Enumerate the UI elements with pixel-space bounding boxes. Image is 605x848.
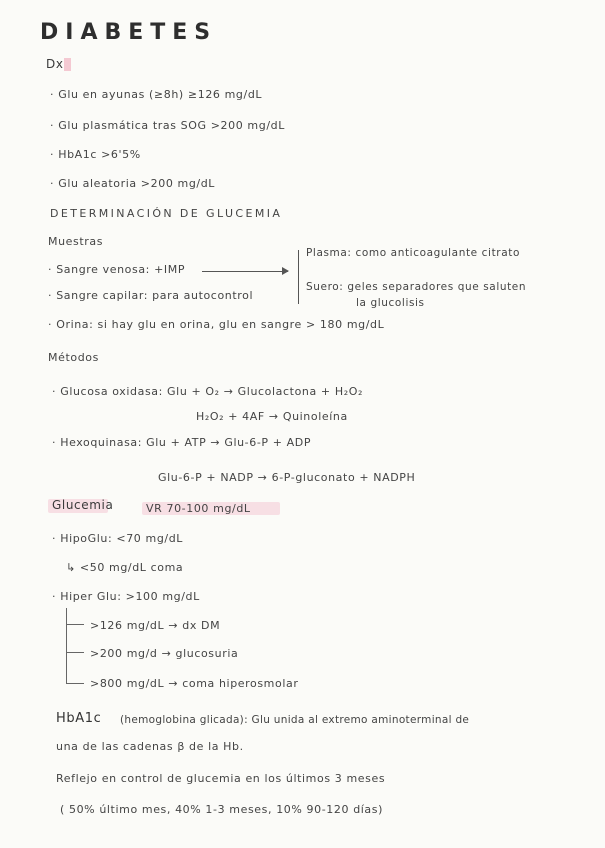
hba1c-proportions: ( 50% último mes, 40% 1-3 meses, 10% 90-120 días) — [60, 803, 383, 816]
dx-item: · Glu plasmática tras SOG >200 mg/dL — [50, 119, 285, 132]
bracket-line — [66, 608, 67, 684]
hba1c-definition: (hemoglobina glicada): Glu unida al extremo aminoterminal de — [120, 714, 470, 726]
glucosa-oxidasa-reaction-2: H₂O₂ + 4AF → Quinoleína — [196, 410, 348, 423]
dx-item: · HbA1c >6'5% — [50, 148, 141, 161]
hexoquinasa-reaction: · Hexoquinasa: Glu + ATP → Glu-6-P + ADP — [52, 436, 312, 449]
hiper-item: >800 mg/dL → coma hiperosmolar — [90, 677, 299, 690]
hba1c-reflejo: Reflejo en control de glucemia en los últimos 3 meses — [56, 772, 386, 785]
hiper-item: >126 mg/dL → dx DM — [90, 619, 221, 632]
glucemia-heading: Glucemia — [52, 498, 114, 512]
bracket-tick — [66, 652, 84, 653]
suero-note-cont: la glucolisis — [356, 297, 425, 309]
brace-icon — [298, 250, 299, 304]
bracket-tick — [66, 624, 84, 625]
hba1c-heading: HbA1c — [56, 711, 102, 726]
dx-heading: Dx — [46, 57, 64, 71]
hipoglucemia: · HipoGlu: <70 mg/dL — [52, 532, 184, 545]
hexoquinasa-reaction-2: Glu-6-P + NADP → 6-P-gluconato + NADPH — [158, 471, 416, 484]
plasma-note: Plasma: como anticoagulante citrato — [306, 247, 520, 259]
dx-item: · Glu aleatoria >200 mg/dL — [50, 177, 216, 190]
dx-item: · Glu en ayunas (≥8h) ≥126 mg/dL — [50, 88, 263, 101]
sangre-capilar: · Sangre capilar: para autocontrol — [48, 289, 254, 302]
glucemia-vr: VR 70-100 mg/dL — [146, 502, 251, 515]
muestras-heading: Muestras — [48, 235, 104, 248]
bracket-tick — [66, 683, 84, 684]
sangre-venosa: · Sangre venosa: +IMP — [48, 263, 186, 276]
hiper-item: >200 mg/d → glucosuria — [90, 647, 239, 660]
hba1c-definition-cont: una de las cadenas β de la Hb. — [56, 740, 244, 753]
suero-note: Suero: geles separadores que saluten — [306, 281, 527, 293]
highlight-mark — [64, 58, 71, 71]
arrow-icon — [202, 271, 288, 272]
section-heading-determinacion: DETERMINACIÓN DE GLUCEMIA — [50, 207, 283, 220]
hipoglucemia-coma: ↳ <50 mg/dL coma — [66, 561, 184, 574]
page-title: DIABETES — [40, 20, 218, 45]
metodos-heading: Métodos — [48, 351, 99, 364]
glucosa-oxidasa-reaction: · Glucosa oxidasa: Glu + O₂ → Glucolactona + H₂O₂ — [52, 385, 363, 398]
orina: · Orina: si hay glu en orina, glu en sangre > 180 mg/dL — [48, 318, 385, 331]
hiperglucemia: · Hiper Glu: >100 mg/dL — [52, 590, 200, 603]
